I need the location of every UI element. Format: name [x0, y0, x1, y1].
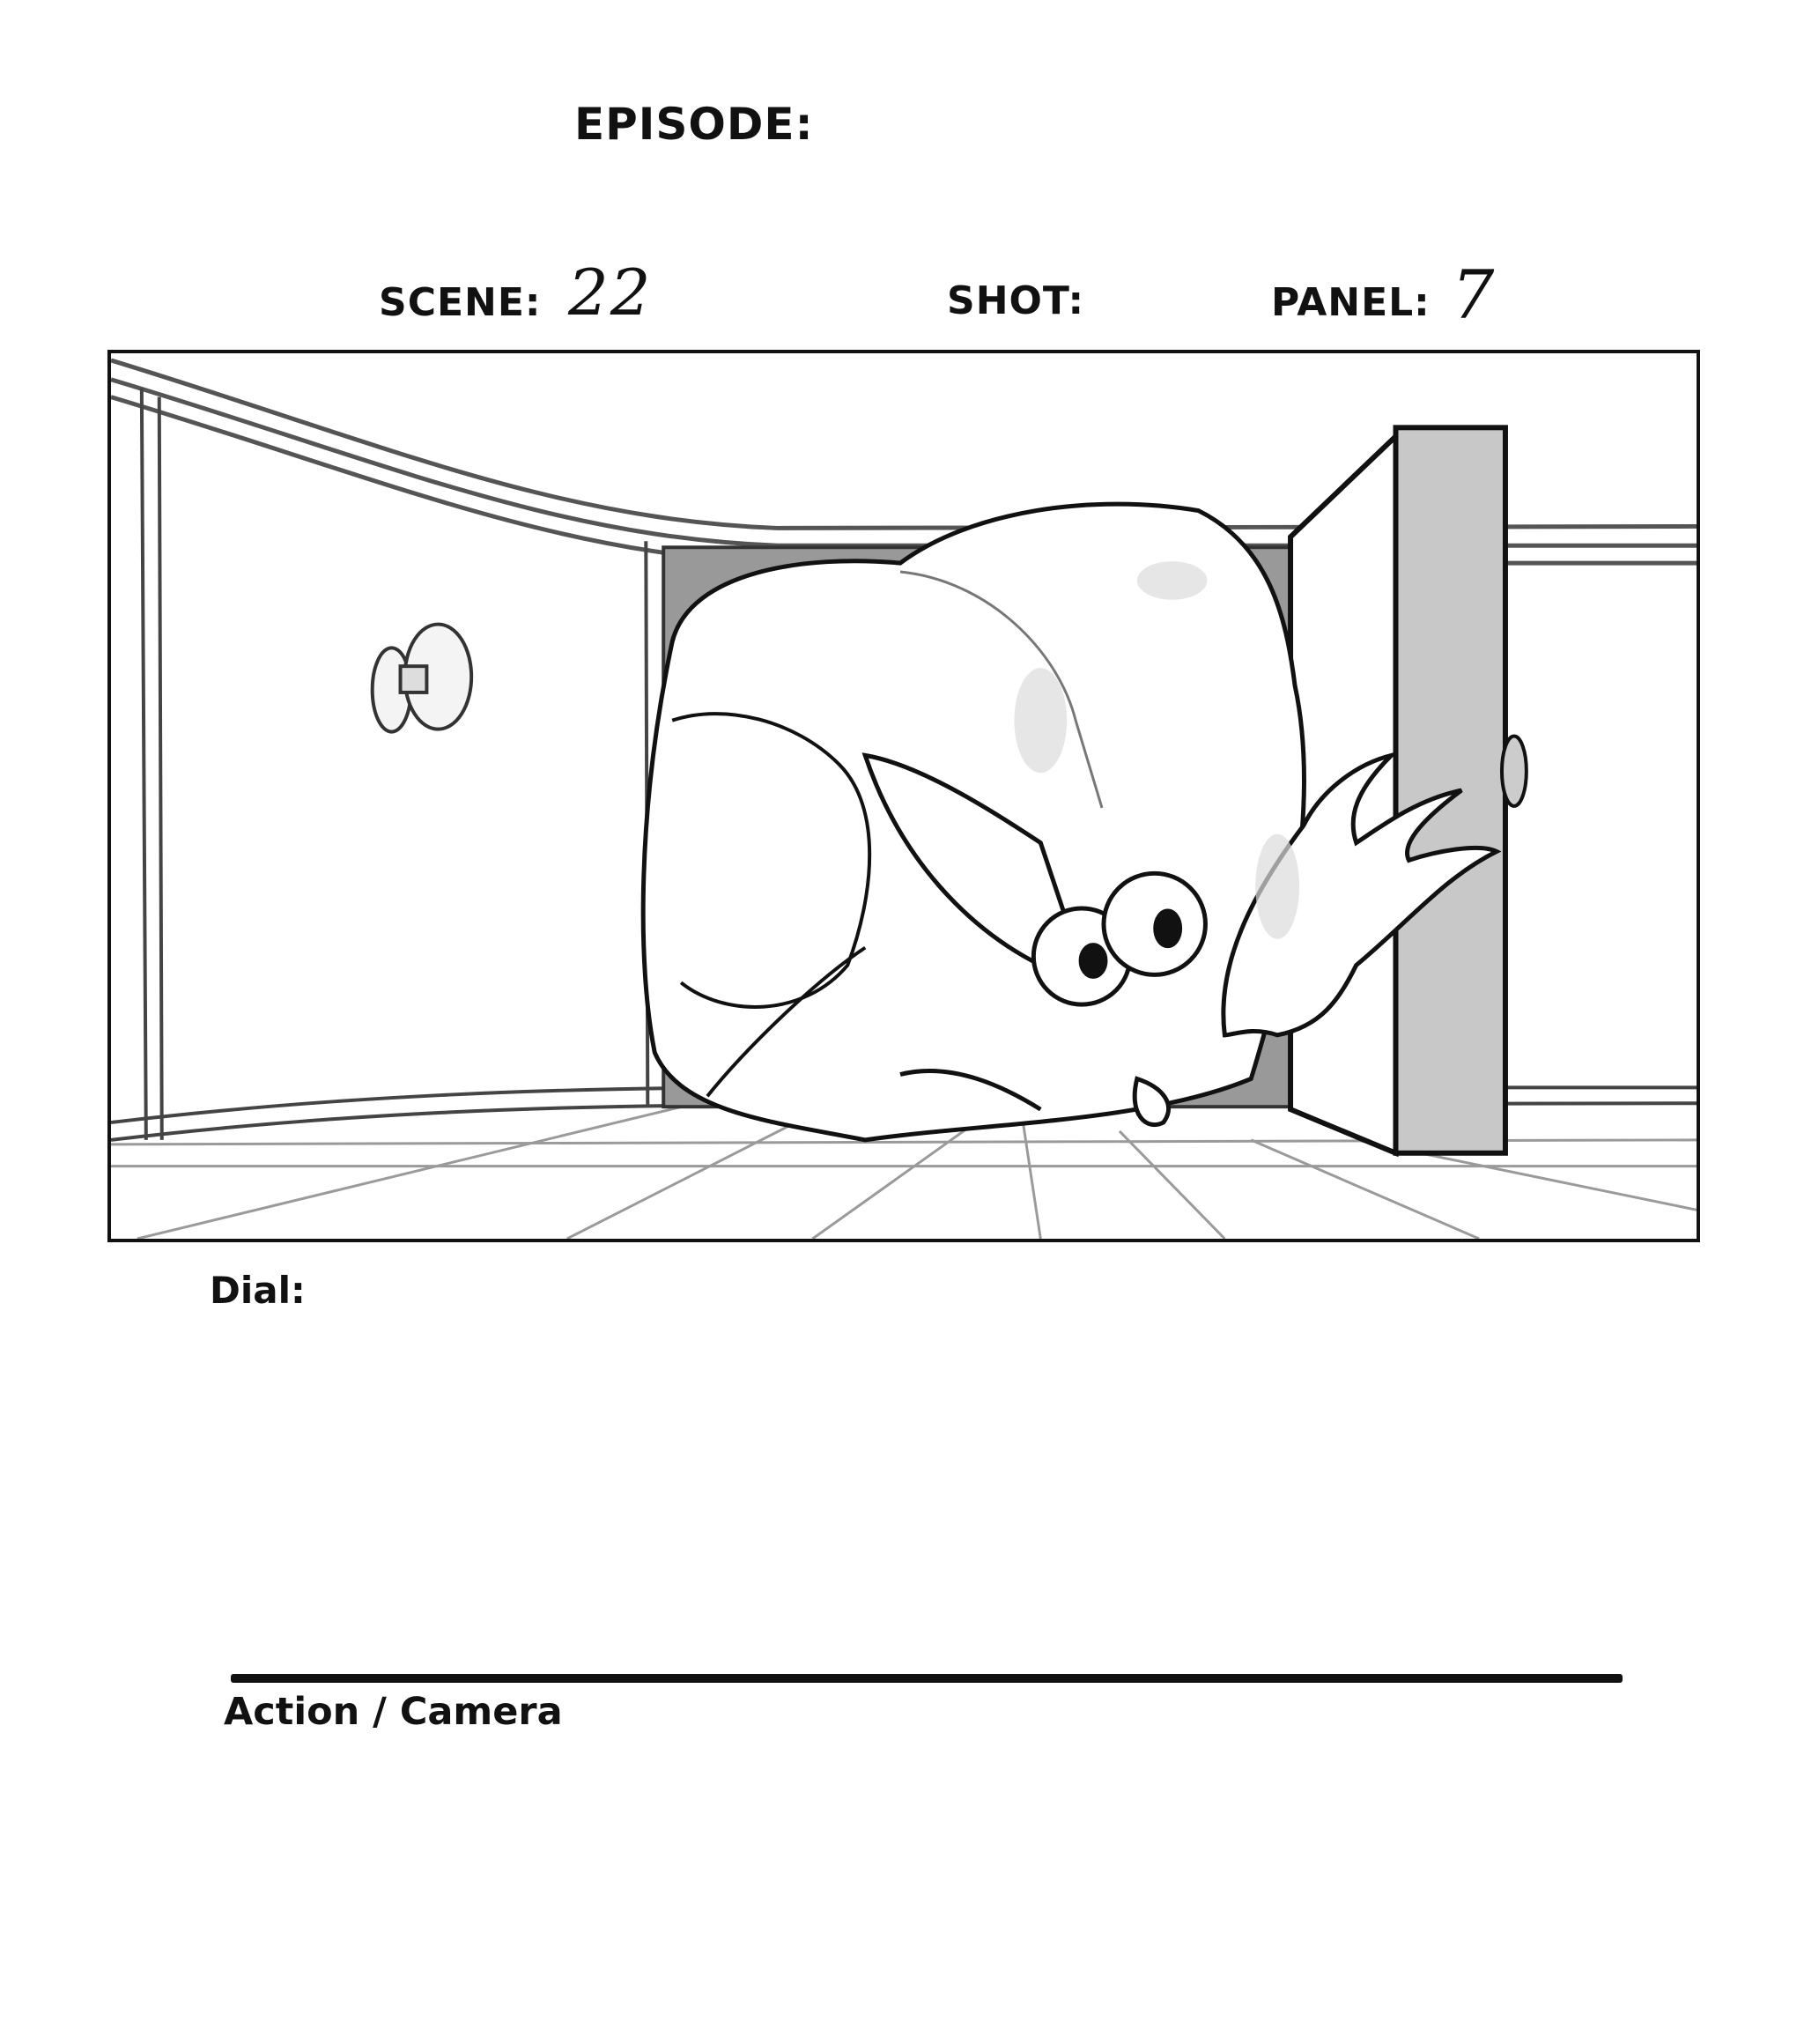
storyboard-panel-frame	[107, 350, 1700, 1242]
open-door	[1290, 427, 1527, 1152]
action-divider-line	[231, 1674, 1623, 1683]
dialogue-label: Dial:	[210, 1269, 306, 1312]
panel-number: 7	[1452, 256, 1495, 334]
storyboard-sketch	[111, 353, 1697, 1239]
scene-label: SCENE:	[379, 280, 542, 325]
door-knob	[373, 625, 471, 732]
episode-label: EPISODE:	[574, 99, 814, 150]
action-camera-label: Action / Camera	[224, 1690, 563, 1734]
scene-number: 22	[568, 256, 653, 330]
panel-label: PANEL:	[1271, 280, 1431, 325]
shot-label: SHOT:	[947, 278, 1085, 323]
